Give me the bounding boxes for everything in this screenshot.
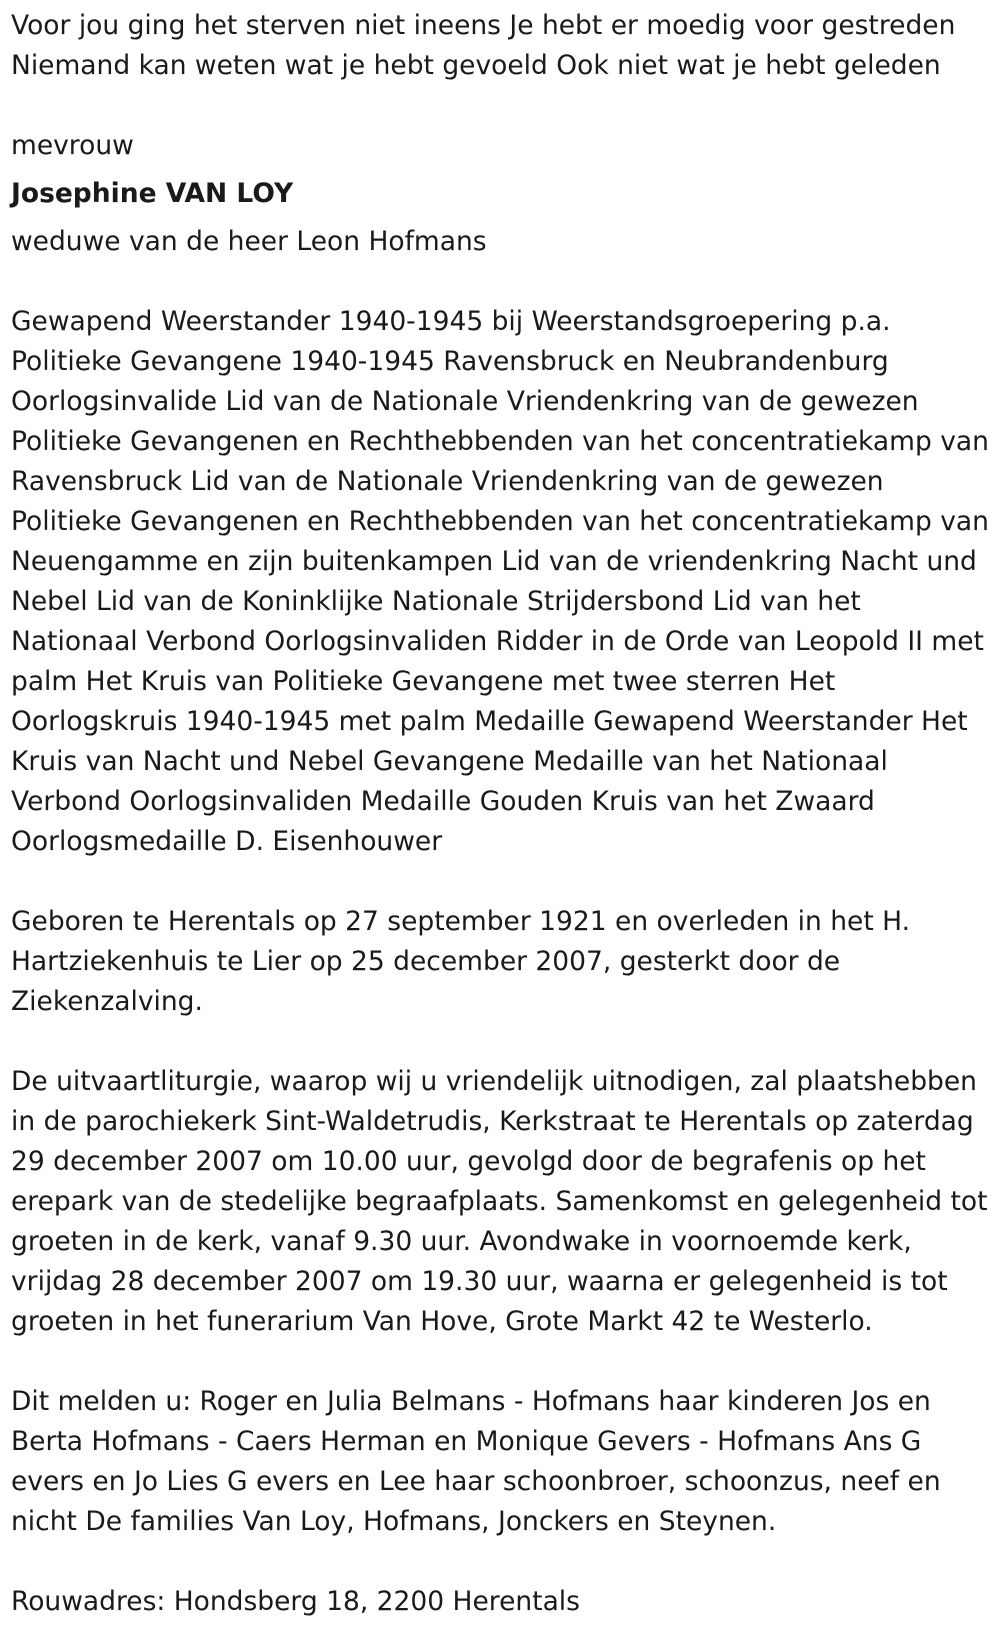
honors-line: Nebel Lid van de Koninklijke Nationale Strijdersbond Lid van het: [11, 586, 861, 617]
honors-line: Oorlogsmedaille D. Eisenhouwer: [11, 826, 443, 857]
family-line: nicht De families Van Loy, Hofmans, Jonckers en Steynen.: [11, 1506, 777, 1537]
honors-line: Neuengamme en zijn buitenkampen Lid van de vriendenkring Nacht und: [11, 546, 977, 577]
honors-line: Politieke Gevangene 1940-1945 Ravensbruck en Neubrandenburg: [11, 346, 889, 377]
family-line: Berta Hofmans - Caers Herman en Monique Gevers - Hofmans Ans G: [11, 1426, 922, 1457]
honors-line: Ravensbruck Lid van de Nationale Vriendenkring van de gewezen: [11, 466, 884, 497]
honors-line: Oorlogsinvalide Lid van de Nationale Vriendenkring van de gewezen: [11, 386, 919, 417]
deceased-title: mevrouw: [11, 130, 134, 161]
honors-line: Verbond Oorlogsinvaliden Medaille Gouden Kruis van het Zwaard: [11, 786, 875, 817]
ceremony-line: De uitvaartliturgie, waarop wij u vriendelijk uitnodigen, zal plaatshebben: [11, 1066, 977, 1097]
deceased-section: [11, 126, 991, 262]
poem-line: Niemand kan weten wat je hebt gevoeld Ook niet wat je hebt geleden: [11, 50, 941, 81]
birth-death-section: [11, 902, 991, 1022]
obituary-page: [11, 6, 991, 1622]
ceremony-line: in de parochiekerk Sint-Waldetrudis, Kerkstraat te Herentals op zaterdag: [11, 1106, 974, 1137]
ceremony-line: 29 december 2007 om 10.00 uur, gevolgd door de begrafenis op het: [11, 1146, 926, 1177]
honors-line: Nationaal Verbond Oorlogsinvaliden Ridder in de Orde van Leopold II met: [11, 626, 984, 657]
birth-death-line: Ziekenzalving.: [11, 986, 203, 1017]
family-line: Dit melden u: Roger en Julia Belmans - Hofmans haar kinderen Jos en: [11, 1386, 931, 1417]
poem-section: [11, 6, 991, 86]
ceremony-section: [11, 1062, 991, 1342]
honors-line: Politieke Gevangenen en Rechthebbenden van het concentratiekamp van: [11, 426, 989, 457]
deceased-name: Josephine VAN LOY: [11, 178, 294, 209]
ceremony-line: groeten in het funerarium Van Hove, Grote Markt 42 te Westerlo.: [11, 1306, 873, 1337]
ceremony-line: vrijdag 28 december 2007 om 19.30 uur, waarna er gelegenheid is tot: [11, 1266, 948, 1297]
deceased-relation: weduwe van de heer Leon Hofmans: [11, 226, 487, 257]
honors-line: Kruis van Nacht und Nebel Gevangene Medaille van het Nationaal: [11, 746, 888, 777]
ceremony-line: erepark van de stedelijke begraafplaats. Samenkomst en gelegenheid tot: [11, 1186, 988, 1217]
honors-line: Politieke Gevangenen en Rechthebbenden van het concentratiekamp van: [11, 506, 989, 537]
honors-line: palm Het Kruis van Politieke Gevangene met twee sterren Het: [11, 666, 836, 697]
honors-line: Gewapend Weerstander 1940-1945 bij Weerstandsgroepering p.a.: [11, 306, 891, 337]
honors-line: Oorlogskruis 1940-1945 met palm Medaille Gewapend Weerstander Het: [11, 706, 968, 737]
family-section: [11, 1382, 991, 1542]
family-line: evers en Jo Lies G evers en Lee haar schoonbroer, schoonzus, neef en: [11, 1466, 941, 1497]
birth-death-line: Geboren te Herentals op 27 september 1921 en overleden in het H.: [11, 906, 911, 937]
mourning-address: Rouwadres: Hondsberg 18, 2200 Herentals: [11, 1586, 580, 1617]
birth-death-line: Hartziekenhuis te Lier op 25 december 2007, gesterkt door de: [11, 946, 841, 977]
ceremony-line: groeten in de kerk, vanaf 9.30 uur. Avondwake in voornoemde kerk,: [11, 1226, 912, 1257]
poem-line: Voor jou ging het sterven niet ineens Je hebt er moedig voor gestreden: [11, 10, 956, 41]
honors-section: [11, 302, 991, 862]
